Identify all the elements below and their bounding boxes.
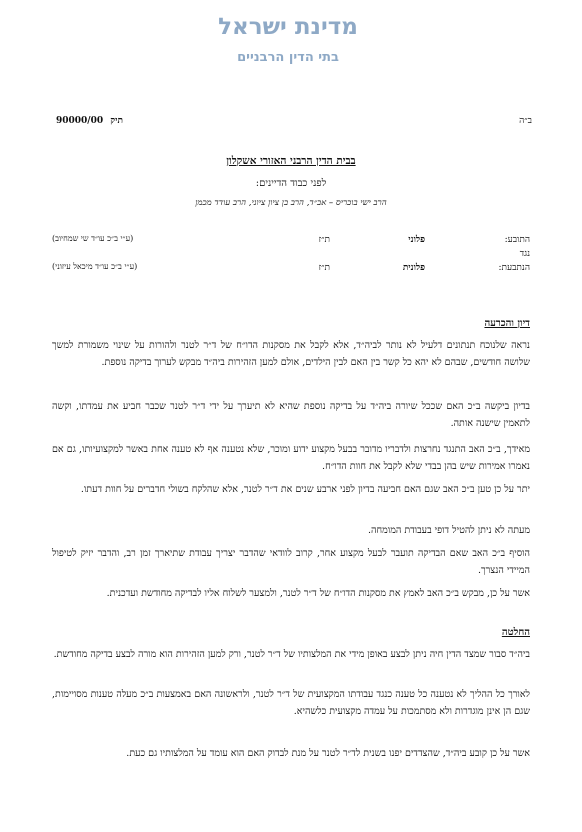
versus-label: נגד xyxy=(519,249,530,259)
paragraph: הוסיף ב״כ האב שאם הבדיקה תועבר לבעל מקצוע אחר, קרוב לוודאי שהדבר יצריך עבודת שתיארך זמן רב, והדבר יזיק לטיפול המיידי הנצרך. xyxy=(52,548,530,576)
defendant-id-label: ת״ז xyxy=(318,263,330,273)
paragraph: בדיון ביקשה ב״כ האם שככל שיורה ביה״ד על בדיקה נוספת שהיא לא תיערך על ידי ד״ר לטנר שכבר חביע את עמדתו, וקשה לתאמין שישנה אותה. xyxy=(52,401,530,429)
case-number-label: תיק xyxy=(110,116,123,126)
paragraph: אשר על כן קובע ביה״ד, שהצדדים יפנו בשנית לד״ר לטנר על מנת לבדוק האם הוא עומד על המלצותיו גם כעת. xyxy=(126,748,530,759)
plaintiff-representative: (ע״י ב״כ עו״ד שי שמחיוב) xyxy=(52,234,134,243)
case-number xyxy=(52,115,123,126)
defendant-representative: (ע״י ב״כ עו״ד מיכאל עיזוני) xyxy=(52,262,138,271)
paragraph: יתר על כן טען ב״כ האב שגם האם חביעה בדיון לפני ארבע שנים את ד״ר לטנר, אלא שהלקח בשולי חדברים על חוות דעתו. xyxy=(80,484,530,495)
state-of-israel-title: מדינת ישראל xyxy=(218,14,358,40)
plaintiff-name: פלוני xyxy=(408,235,425,245)
discussion-heading: דיון והכרעה xyxy=(484,318,530,329)
court-name: בבית הדין הרבני האזורי אשקלון xyxy=(226,155,356,167)
defendant-role: הנתבעת: xyxy=(498,263,530,273)
plaintiff-role: התובע: xyxy=(504,235,530,245)
defendant-row xyxy=(52,262,530,276)
decision-heading: החלטה xyxy=(501,627,530,638)
paragraph: לאורך כל ההליך לא נטענה כל טענה כנגד עבודתו המקצועית של ד״ר לטנר, ולראשונה האם באמצעות ב״כ מעלה טענות מסויימות, שגם הן אינן מוגדרות ולא מסתמכות על עמדה מקצועית כלשהיא. xyxy=(52,689,530,717)
paragraph: אשר על כן, מבקש ב״כ האב לאמץ את מסקנות הדו״ח של ד״ר לטנר, ולמצער לשלוח אליו לבדיקה מחודשת ועדכנית. xyxy=(106,588,530,599)
plaintiff-row xyxy=(52,234,530,248)
defendant-name: פלונית xyxy=(402,263,425,273)
bh-mark: ב״ה xyxy=(519,116,532,126)
rabbinical-courts-subtitle: בתי הדין הרבניים xyxy=(237,50,339,65)
paragraph: נראה שלנוכח תנתונים דלעיל לא נותר לביה״ד, אלא לקבל את מסקנות הדו״ח של ד״ר לטנר ולהורות על שינוי משמורת למשך שלושה חודשים, שבהם לא יהא כל קשר בין האם לבין הילדים, אולם למען הזהירות ביה״ד מבקש לערוך בדיקה נוספת. xyxy=(52,340,530,368)
judges-list: הרב ישי בוכריס – אב״ד, הרב בן ציון ציוני, הרב עודד מכמן xyxy=(195,198,387,208)
paragraph: ביה״ד סבור שמצד הדין חיה ניתן לבצע באופן מידי את המלצותיו של ד״ר לטנר, ורק למען הזהירות הוא מורה לבצע בדיקה מחודשת. xyxy=(53,649,530,660)
paragraph: מעתה לא ניתן להטיל דופי בעבודת המומחה. xyxy=(368,525,530,536)
before-judges-label: לפני כבוד הדיינים: xyxy=(255,178,327,189)
case-number-value: 90000/00 xyxy=(56,116,104,126)
plaintiff-id-label: ת״ז xyxy=(318,235,330,245)
paragraph: מאידך, ב״כ האב התנגד נחרצות ולדבריו מדובר בבעל מקצוע ידוע ומוכר, שלא נטענה אף לא טענה אחת באשר למקצועיותו, גם אם נאמרו אמירות שיש בהן בבדי שלא לקבל את חוות הדו״ח. xyxy=(52,444,530,472)
